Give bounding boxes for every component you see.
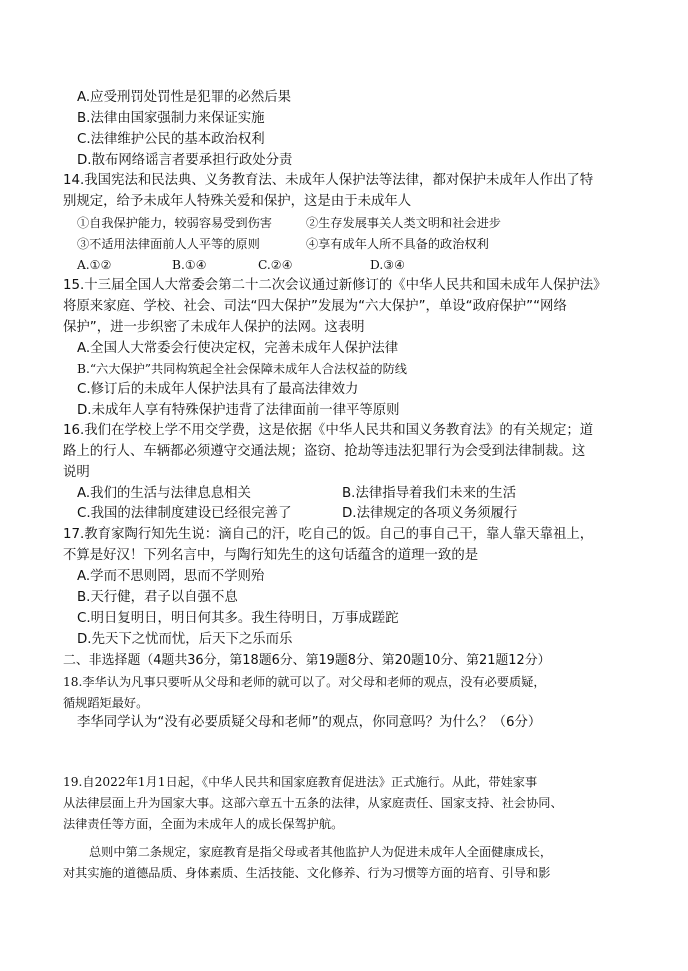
q15-stem-line2: 将原来家庭、学校、社会、司法“四大保护”发展为“六大保护”，单设“政府保护”“网络 <box>63 299 567 314</box>
q19-line5: 对其实施的道德品质、身体素质、生活技能、文化修养、行为习惯等方面的培育、引导和影 <box>63 866 551 880</box>
q18-question: 李华同学认为“没有必要质疑父母和老师”的观点，你同意吗？为什么？（6分） <box>77 715 542 730</box>
q14-stem-line1: 14.我国宪法和民法典、义务教育法、未成年人保护法等法律，都对保护未成年人作出了特 <box>63 173 594 188</box>
q19-line3: 法律责任等方面，全面为未成年人的成长保驾护航。 <box>63 817 344 831</box>
q17-stem-line2: 不算是好汉！下列名言中，与陶行知先生的这句话蕴含的道理一致的是 <box>63 548 479 563</box>
q14-option-d: D.③④ <box>370 258 406 272</box>
q14-option-b: B.①④ <box>172 258 207 272</box>
q13-option-b: B.法律由国家强制力来保证实施 <box>77 111 265 126</box>
q16-option-b: B.法律指导着我们未来的生活 <box>342 486 517 501</box>
q17-option-a: A.学而不思则罔，思而不学则殆 <box>77 569 265 584</box>
q16-stem-line1: 16.我们在学校上学不用交学费，这是依据《中华人民共和国义务教育法》的有关规定；道 <box>63 423 594 438</box>
q15-option-b: B.“六大保护”共同构筑起全社会保障未成年人合法权益的防线 <box>77 362 407 376</box>
q15-stem-line3: 保护”，进一步织密了未成年人保护的法网。这表明 <box>63 320 365 335</box>
q16-stem-line3: 说明 <box>63 465 90 480</box>
q16-stem-line2: 路上的行人、车辆都必须遵守交通法规；盗窃、抢劫等违法犯罪行为会受到法律制裁。这 <box>63 444 586 459</box>
q16-option-c: C.我国的法律制度建设已经很完善了 <box>77 506 292 521</box>
q14-statement-2: ②生存发展事关人类文明和社会进步 <box>306 216 501 230</box>
q14-stem-line2: 别规定，给予未成年人特殊关爱和保护，这是由于未成年人 <box>63 194 412 209</box>
q19-line2: 从法律层面上升为国家大事。这部六章五十五条的法律，从家庭责任、国家支持、社会协同、 <box>63 796 563 810</box>
q18-stem-line1: 18.李华认为凡事只要听从父母和老师的就可以了。对父母和老师的观点，没有必要质疑， <box>63 675 546 689</box>
q13-option-a: A.应受刑罚处罚性是犯罪的必然后果 <box>77 90 292 105</box>
q15-stem-line1: 15.十三届全国人大常委会第二十二次会议通过新修订的《中华人民共和国未成年人保护法》 <box>63 278 607 293</box>
q15-option-c: C.修订后的未成年人保护法具有了最高法律效力 <box>77 382 359 397</box>
q13-option-d: D.散布网络谣言者要承担行政处分责 <box>77 153 293 168</box>
q14-option-a: A.①② <box>77 258 112 272</box>
q17-option-d: D.先天下之忧而忧，后天下之乐而乐 <box>77 632 293 647</box>
q17-option-c: C.明日复明日，明日何其多。我生待明日，万事成蹉跎 <box>77 611 399 626</box>
q16-option-a: A.我们的生活与法律息息相关 <box>77 486 251 501</box>
q15-option-d: D.未成年人享有特殊保护违背了法律面前一律平等原则 <box>77 403 400 418</box>
q14-statement-3: ③不适用法律面前人人平等的原则 <box>77 237 260 251</box>
q15-option-a: A.全国人大常委会行使决定权，完善未成年人保护法律 <box>77 341 399 356</box>
q17-stem-line1: 17.教育家陶行知先生说：滴自己的汗，吃自己的饭。自己的事自己干，靠人靠天靠祖上， <box>63 527 594 542</box>
q19-line4: 总则中第二条规定，家庭教育是指父母或者其他监护人为促进未成年人全面健康成长， <box>89 845 553 859</box>
q14-statement-1: ①自我保护能力，较弱容易受到伤害 <box>77 216 272 230</box>
q13-option-c: C.法律维护公民的基本政治权利 <box>77 132 265 147</box>
q14-option-c: C.②④ <box>258 258 293 272</box>
q17-option-b: B.天行健，君子以自强不息 <box>77 590 238 605</box>
q14-statement-4: ④享有成年人所不具备的政治权利 <box>306 237 489 251</box>
q18-stem-line2: 循规蹈矩最好。 <box>63 696 149 710</box>
q16-option-d: D.法律规定的各项义务须履行 <box>342 506 518 521</box>
section-2-heading: 二、非选择题（4题共36分，第18题6分、第19题8分、第20题10分、第21题12分） <box>63 653 551 668</box>
q19-line1: 19.自2022年1月1日起，《中华人民共和国家庭教育促进法》正式施行。从此，带娃家事 <box>63 775 538 789</box>
